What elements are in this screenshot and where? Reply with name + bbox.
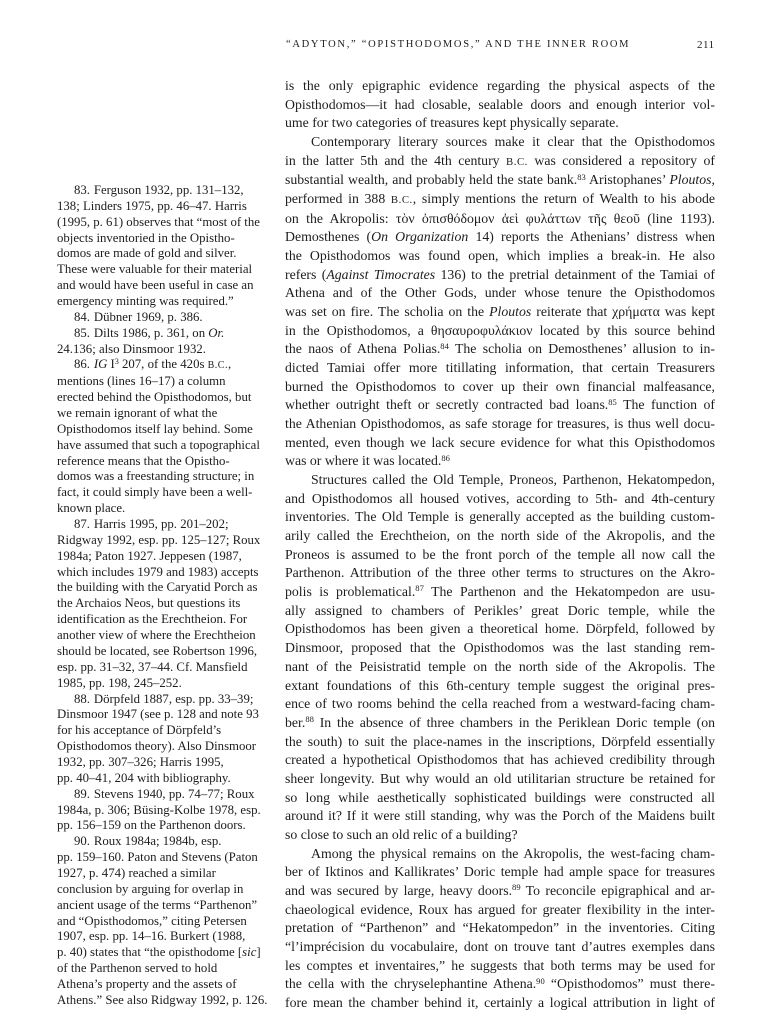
text-run: The scholia on Demosthenes’ allusion to in- [448, 341, 715, 357]
text-run: Athena and of the Other Gods, under whose tenure the Opisthodomos [285, 285, 715, 301]
text-line [285, 620, 715, 639]
text-line [285, 975, 715, 994]
paragraph [285, 845, 715, 1013]
text-run: so close to such an old relic of a building? [285, 826, 518, 842]
text-run: Proneos is assumed to be the front porch of the temple all now call the [285, 546, 715, 562]
text-run: Demosthenes ( [285, 229, 372, 245]
text-run: Dinsmoor, proposed that the Opisthodomos was the last standing rem- [285, 640, 715, 656]
text-line [57, 246, 269, 262]
text-run: 14) reports the Athenians’ distress when [468, 229, 715, 245]
text-line [285, 845, 715, 864]
text-line [285, 994, 715, 1013]
text-line [57, 199, 269, 215]
superscript-number: 83 [577, 171, 586, 182]
italic-text: IG [93, 357, 108, 372]
text-run: have assumed that such a topographical [57, 437, 260, 452]
footnotes-column [57, 183, 269, 1009]
text-line [285, 957, 715, 976]
text-line [285, 77, 715, 96]
text-run: 24.136; also Dinsmoor 1932. [57, 341, 206, 356]
text-run: Stevens 1940, pp. 74–77; Roux [93, 786, 255, 801]
text-line [285, 359, 715, 378]
text-line [57, 739, 269, 755]
text-line [57, 294, 269, 310]
text-run: 207, of the 420s [118, 357, 208, 372]
text-line [285, 340, 715, 359]
text-run: the naos of Athena Polias. [285, 341, 441, 357]
text-run: fact, it could simply have been a well- [57, 485, 253, 500]
text-run: nant of the Peisistratid temple on the north side of the Akropolis. The [285, 658, 715, 674]
text-line [57, 866, 269, 882]
text-line [57, 278, 269, 294]
text-line [57, 755, 269, 771]
text-line [57, 517, 269, 533]
text-run: ence of two rooms behind the cella reached from a westward-facing cham- [285, 696, 715, 712]
text-line [285, 733, 715, 752]
italic-text: Ploutos [489, 304, 532, 320]
text-line [285, 901, 715, 920]
text-run: (1995, p. 61) observes that “most of the [57, 214, 260, 229]
text-run: another view of where the Erechtheion [57, 628, 256, 643]
text-run: “Opisthodomos” must there- [544, 976, 715, 992]
text-line [285, 882, 715, 901]
text-line [285, 751, 715, 770]
text-run: we remain ignorant of what the [57, 406, 218, 421]
text-run: for his acceptance of Dörpfeld’s [57, 723, 222, 738]
text-run: 138; Linders 1975, pp. 46–47. Harris [57, 198, 247, 213]
main-text-column [285, 77, 715, 1013]
footnote-number: 89. [74, 786, 90, 801]
text-run: Dübner 1969, p. 386. [93, 309, 203, 324]
text-line [285, 303, 715, 322]
text-line [57, 501, 269, 517]
text-run: emergency minting was required.” [57, 294, 234, 309]
text-run: in the Opisthodomos, a θησαυροφυλάκιον located by this source behind [285, 322, 715, 338]
text-line [285, 770, 715, 789]
text-run: Dörpfeld 1887, esp. pp. 33–39; [93, 691, 254, 706]
italic-text: Or. [208, 325, 225, 340]
text-run: esp. pp. 31–32, 37–44. Cf. Mansfield [57, 659, 248, 674]
text-line [57, 422, 269, 438]
text-line [57, 644, 269, 660]
small-caps-text: B.C. [207, 360, 228, 372]
text-run: ume for two categories of treasures kept physically separate. [285, 115, 619, 131]
text-run: Parthenon. Attribution of the three other terms to structures on the Akro- [285, 565, 715, 581]
text-line [57, 882, 269, 898]
text-line [57, 707, 269, 723]
small-caps-text: B.C. [506, 155, 528, 168]
footnote [57, 692, 269, 787]
text-run: 1907, esp. pp. 14–16. Burkert (1988, [57, 929, 246, 944]
text-run: The function of [616, 397, 715, 413]
text-run: known place. [57, 501, 126, 516]
text-line [57, 628, 269, 644]
text-run: was set on fire. The scholia on the [285, 304, 490, 320]
text-run: ber of Iktinos and Kallikrates’ Doric temple had ample space for treasures [285, 864, 715, 880]
footnote-number: 88. [74, 691, 90, 706]
text-run: the south) to suit the place-names in the inscriptions, Dörpfeld essentially [285, 733, 715, 749]
text-line [57, 215, 269, 231]
text-line [57, 231, 269, 247]
superscript-number: 88 [305, 714, 314, 725]
text-line [285, 602, 715, 621]
text-run: mented, even though we lack secure evidence for what this Opisthodomos [285, 434, 715, 450]
text-line [285, 415, 715, 434]
text-run: reference means that the Opistho- [57, 453, 230, 468]
text-run: pp. 156–159 on the Parthenon doors. [57, 818, 246, 833]
superscript-number: 86 [441, 452, 450, 463]
text-line [285, 378, 715, 397]
text-line [57, 565, 269, 581]
text-run: so long while aesthetically sophisticated buildings were constructed all [285, 789, 715, 805]
text-run: in the latter 5th and the 4th century [285, 152, 507, 168]
text-run: 1984a; Paton 1927. Jeppesen (1987, [57, 548, 242, 563]
text-line [57, 580, 269, 596]
text-line [57, 818, 269, 834]
text-line [285, 133, 715, 152]
text-run: p. 40) states that “the opisthodome [ [57, 945, 243, 960]
paragraph [285, 133, 715, 471]
text-run: Contemporary literary sources make it clear that the Opisthodomos [311, 134, 715, 150]
footnote [57, 310, 269, 326]
text-run: These were valuable for their material [57, 262, 253, 277]
text-line [57, 357, 269, 374]
text-line [57, 898, 269, 914]
text-line [285, 826, 715, 845]
text-line [57, 612, 269, 628]
text-run: inventories. The Old Temple is generally accepted as the building custom- [285, 509, 715, 525]
text-line [57, 834, 269, 850]
text-run: Ridgway 1992, esp. pp. 125–127; Roux [57, 532, 261, 547]
text-run: To reconcile epigraphical and ar- [520, 882, 715, 898]
text-line [57, 803, 269, 819]
text-run: whether outright theft or secretly contracted bad loans. [285, 397, 609, 413]
text-line [57, 993, 269, 1009]
superscript-number: 3 [114, 357, 119, 367]
text-line [285, 471, 715, 490]
text-line [285, 564, 715, 583]
text-run: Opisthodomos—it had closable, sealable doors and enough interior vol- [285, 96, 715, 112]
paragraph [285, 471, 715, 844]
text-run: 1932, pp. 307–326; Harris 1995, [57, 754, 224, 769]
text-line [57, 596, 269, 612]
text-line [57, 485, 269, 501]
text-run: performed in 388 [285, 191, 391, 207]
superscript-number: 85 [608, 396, 617, 407]
footnote [57, 357, 269, 517]
text-line [285, 322, 715, 341]
text-run: and “Opisthodomos,” citing Petersen [57, 913, 247, 928]
text-run: ancient usage of the terms “Parthenon” [57, 897, 258, 912]
text-line [285, 677, 715, 696]
footnote [57, 183, 269, 310]
text-run: the Archaios Neos, but questions its [57, 596, 241, 611]
superscript-number: 84 [440, 340, 449, 351]
text-line [57, 771, 269, 787]
italic-text: Against Timocrates [326, 266, 436, 282]
text-line [57, 310, 269, 326]
text-run: arily called the Erechtheion, on the north side of the Akropolis, and the [285, 528, 715, 544]
running-title: “ADYTON,” “OPISTHODOMOS,” AND THE INNER ROOM [286, 39, 631, 50]
text-line [57, 945, 269, 961]
text-run: Athena’s property and the assets of [57, 976, 237, 991]
text-run: burned the Opisthodomos to cover up their own financial malfeasance, [285, 378, 715, 394]
italic-text: sic [242, 945, 257, 960]
footnote-number: 87. [74, 517, 90, 532]
text-line [57, 390, 269, 406]
text-run: on the Akropolis: τὸν ὀπισθόδομον ἀεὶ φυλάττων τῆς θεοῦ (line 1193). [285, 210, 715, 226]
text-line [285, 527, 715, 546]
footnote [57, 834, 269, 1008]
text-line [285, 171, 715, 190]
text-run: 1927, p. 474) reached a similar [57, 865, 216, 880]
text-line [57, 469, 269, 485]
text-run: which includes 1979 and 1983) accepts [57, 564, 259, 579]
text-run: Structures called the Old Temple, Proneos, Parthenon, Hekatompedon, [311, 472, 715, 488]
text-run: Dinsmoor 1947 (see p. 128 and note 93 [57, 707, 259, 722]
text-run: polis is problematical. [285, 584, 416, 600]
text-line [57, 850, 269, 866]
text-line [285, 247, 715, 266]
text-run: 1984a, p. 306; Büsing-Kolbe 1978, esp. [57, 802, 261, 817]
text-run: and Opisthodomos all housed votives, according to 5th- and 4th-century [285, 490, 715, 506]
text-line [57, 676, 269, 692]
text-run: and would have been useful in case an [57, 278, 254, 293]
text-run: and was secured by large, heavy doors. [285, 882, 513, 898]
text-line [285, 919, 715, 938]
text-line [57, 961, 269, 977]
text-line [57, 326, 269, 342]
text-line [285, 658, 715, 677]
footnote-number: 90. [74, 834, 90, 849]
text-run: , [711, 172, 715, 188]
footnote-number: 83. [74, 183, 90, 197]
text-line [285, 434, 715, 453]
text-run: was or where it was located. [285, 453, 442, 469]
text-line [285, 452, 715, 471]
text-line [285, 96, 715, 115]
text-run: chaeological evidence, Roux has argued for greater flexibility in the inter- [285, 901, 715, 917]
text-run: refers ( [285, 266, 327, 282]
text-line [285, 863, 715, 882]
text-line [285, 546, 715, 565]
small-caps-text: B.C. [390, 194, 413, 207]
text-line [285, 210, 715, 229]
paragraph [285, 77, 715, 133]
text-run: pretation of “Parthenon” and “Hekatompedon” in the inventories. Citing [285, 920, 715, 936]
italic-text: On Organization [371, 229, 469, 245]
text-line [285, 490, 715, 509]
text-line [285, 583, 715, 602]
text-run: of the Parthenon served to hold [57, 961, 218, 976]
footnote-number: 86. [74, 357, 90, 372]
text-run: In the absence of three chambers in the Periklean Doric temple (on [313, 714, 715, 730]
text-line [57, 374, 269, 390]
text-run: created a hypothetical Opisthodomos that has achieved credibility through [285, 752, 715, 768]
text-run: Opisthodomos has been given a theoretical home. Dörpfeld, followed by [285, 621, 715, 637]
text-line [57, 454, 269, 470]
running-head [286, 38, 716, 52]
text-run: erected behind the Opisthodomos, but [57, 390, 252, 405]
text-line [57, 692, 269, 708]
text-line [57, 549, 269, 565]
page-number: 211 [697, 39, 715, 51]
text-line [285, 695, 715, 714]
text-line [285, 807, 715, 826]
superscript-number: 90 [536, 975, 545, 986]
text-run: should be located, see Robertson 1996, [57, 643, 258, 658]
footnote-number: 84. [74, 309, 90, 324]
text-run: les comptes et inventaires,” he suggests that both terms may be used for [285, 957, 715, 973]
text-line [57, 183, 269, 199]
text-line [57, 977, 269, 993]
text-run: was considered a repository of [527, 152, 715, 168]
text-run: substantial wealth, and probably held the state bank. [285, 172, 578, 188]
text-run: mentions (lines 16–17) a column [57, 374, 226, 389]
text-run: the Opisthodomos was found open, which implies a break-in. He also [285, 248, 715, 264]
text-run: Roux 1984a; 1984b, esp. [93, 834, 222, 849]
text-run: dicted Tamiai offer more titillating information, that certain Treasurers [285, 360, 715, 376]
footnote [57, 326, 269, 358]
text-run: ber. [285, 714, 306, 730]
text-run: reiterate that χρήματα was kept [531, 304, 716, 320]
text-run: The Parthenon and the Hekatompedon are usu- [423, 584, 715, 600]
text-line [57, 438, 269, 454]
text-run: pp. 159–160. Paton and Stevens (Paton [57, 850, 258, 865]
text-run: ally assigned to chambers of Perikles’ great Doric temple, while the [285, 602, 715, 618]
text-run: extant foundations of this 6th-century temple suggest the original pres- [285, 677, 715, 693]
text-line [285, 396, 715, 415]
text-run: Aristophanes’ [585, 172, 670, 188]
text-run: pp. 40–41, 204 with bibliography. [57, 770, 231, 785]
text-line [57, 660, 269, 676]
text-run: the Athenian Opisthodomos, as safe storage for treasures, is thus well docu- [285, 416, 715, 432]
text-run: fore mean the chamber behind it, certainly a logical attribution in light of [285, 994, 715, 1010]
text-line [285, 190, 715, 210]
text-run: Opisthodomos itself lay behind. Some [57, 421, 253, 436]
text-run: I [107, 357, 115, 372]
text-run: the building with the Caryatid Porch as [57, 580, 258, 595]
text-run: domos was a freestanding structure; in [57, 469, 255, 484]
text-line [57, 406, 269, 422]
footnote [57, 517, 269, 691]
text-run: domos are made of gold and silver. [57, 246, 237, 261]
text-run: identification as the Erechtheion. For [57, 612, 248, 627]
text-run: objects inventoried in the Opistho- [57, 230, 235, 245]
text-line [285, 152, 715, 172]
text-line [285, 114, 715, 133]
superscript-number: 87 [415, 583, 424, 594]
text-line [57, 262, 269, 278]
text-run: around it? If it were still standing, why was the Porch of the Maidens built [285, 808, 715, 824]
text-run: Dilts 1986, p. 361, on [93, 325, 209, 340]
text-run: “l’imprécision du vocabulaire, dont on trouve tant d’autres exemples dans [285, 938, 715, 954]
footnote [57, 787, 269, 835]
text-line [285, 714, 715, 733]
text-line [285, 639, 715, 658]
text-run: sheer longevity. But why would an old utilitarian structure be retained for [285, 770, 715, 786]
text-line [285, 266, 715, 285]
text-line [285, 789, 715, 808]
text-run: Harris 1995, pp. 201–202; [93, 517, 229, 532]
footnote-number: 85. [74, 325, 90, 340]
text-line [285, 938, 715, 957]
text-line [57, 914, 269, 930]
text-run: Among the physical remains on the Akropolis, the west-facing cham- [311, 845, 715, 861]
text-run: , [227, 357, 232, 372]
text-run: 1985, pp. 198, 245–252. [57, 675, 182, 690]
text-run: ] [256, 945, 261, 960]
text-line [57, 533, 269, 549]
text-line [285, 508, 715, 527]
italic-text: Ploutos [669, 172, 712, 188]
text-line [285, 228, 715, 247]
text-run: Opisthodomos theory). Also Dinsmoor [57, 739, 257, 754]
superscript-number: 89 [512, 882, 521, 893]
text-run: Athens.” See also Ridgway 1992, p. 126. [57, 992, 268, 1007]
text-line [57, 929, 269, 945]
text-run: is the only epigraphic evidence regarding the physical aspects of the [285, 78, 715, 93]
text-line [285, 284, 715, 303]
text-run: conclusion by arguing for overlap in [57, 881, 244, 896]
text-line [57, 342, 269, 358]
text-run: 136) to the pretrial detainment of the Tamiai of [435, 266, 715, 282]
text-run: , simply mentions the return of Wealth to his abode [412, 191, 715, 207]
text-line [57, 723, 269, 739]
text-run: the cella with the chryselephantine Athena. [285, 976, 537, 992]
text-line [57, 787, 269, 803]
text-run: Ferguson 1932, pp. 131–132, [93, 183, 244, 197]
